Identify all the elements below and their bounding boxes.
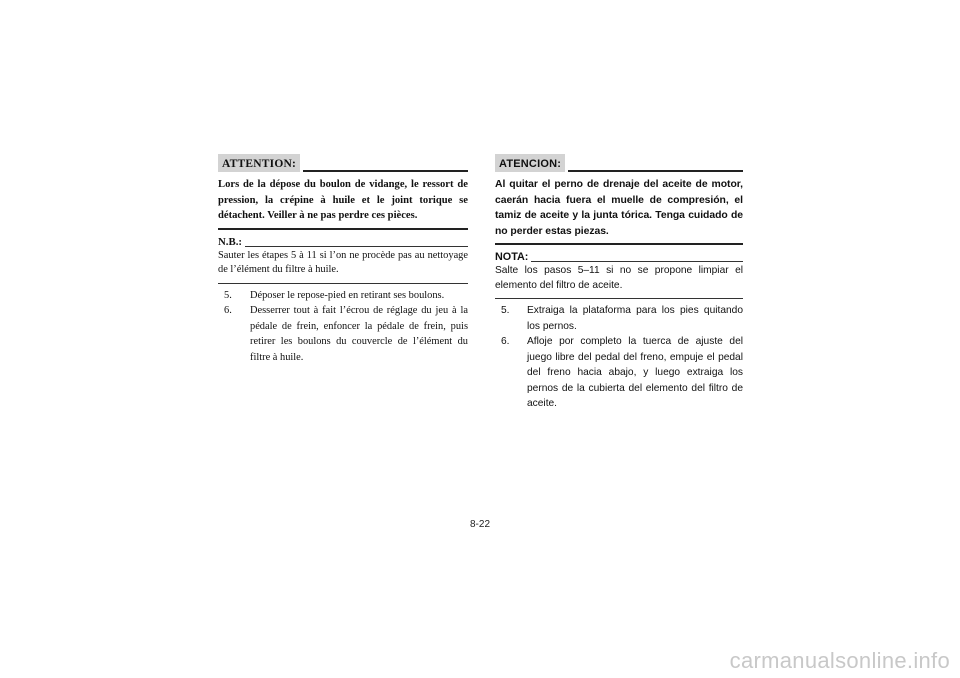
step-number: 5. <box>501 305 510 316</box>
step-text: Afloje por completo la tuerca de ajuste del juego libre del pedal del freno, empuje el pedal del freno hacia abajo, y luego extraiga los pernos de la cubierta del elemento del filtro de aceite. <box>527 336 743 409</box>
list-item <box>218 303 468 365</box>
list-item <box>495 334 743 412</box>
page-number: 8-22 <box>470 519 491 530</box>
note-label: N.B.: <box>218 235 242 248</box>
note-header <box>495 249 743 264</box>
note-rule <box>245 246 468 247</box>
french-column <box>218 152 468 365</box>
step-text: Extraiga la plataforma para los pies quitando los pernos. <box>527 305 743 332</box>
caution-text: Lors de la dépose du boulon de vidange, le ressort de pression, la crépine à huile et le joint torique se détachent. Veiller à ne pas perdre ces pièces. <box>218 177 468 230</box>
steps-list <box>495 303 743 412</box>
caution-text: Al quitar el perno de drenaje del aceite de motor, caerán hacia fuera el muelle de compresión, el tamiz de aceite y la junta tórica. Tenga cuidado de no perder estas piezas. <box>495 177 743 245</box>
note-text: Salte los pasos 5–11 si no se propone limpiar el elemento del filtro de aceite. <box>495 264 743 299</box>
step-number: 6. <box>501 336 510 347</box>
list-item <box>218 288 468 304</box>
spanish-column <box>495 152 743 412</box>
caution-header <box>495 152 743 172</box>
caution-rule <box>568 170 743 172</box>
caution-label: ATENCION: <box>495 154 565 172</box>
step-number: 5. <box>224 289 232 301</box>
caution-label: ATTENTION: <box>218 154 300 172</box>
step-number: 6. <box>224 305 232 316</box>
note-label: NOTA: <box>495 251 529 263</box>
caution-header <box>218 152 468 172</box>
caution-rule <box>303 170 468 172</box>
note-header <box>218 234 468 249</box>
steps-list <box>218 288 468 366</box>
step-text: Déposer le repose-pied en retirant ses boulons. <box>250 289 445 301</box>
step-text: Desserrer tout à fait l’écrou de réglage du jeu à la pédale de frein, enfoncer la pédale de frein, puis retirer les boulons du couvercle de l’élément du filtre à huile. <box>250 305 468 363</box>
note-text: Sauter les étapes 5 à 11 si l’on ne procède pas au nettoyage de l’élément du filtre à huile. <box>218 249 468 284</box>
watermark: carmanualsonline.info <box>729 648 950 673</box>
list-item <box>495 303 743 334</box>
note-rule <box>531 261 743 262</box>
